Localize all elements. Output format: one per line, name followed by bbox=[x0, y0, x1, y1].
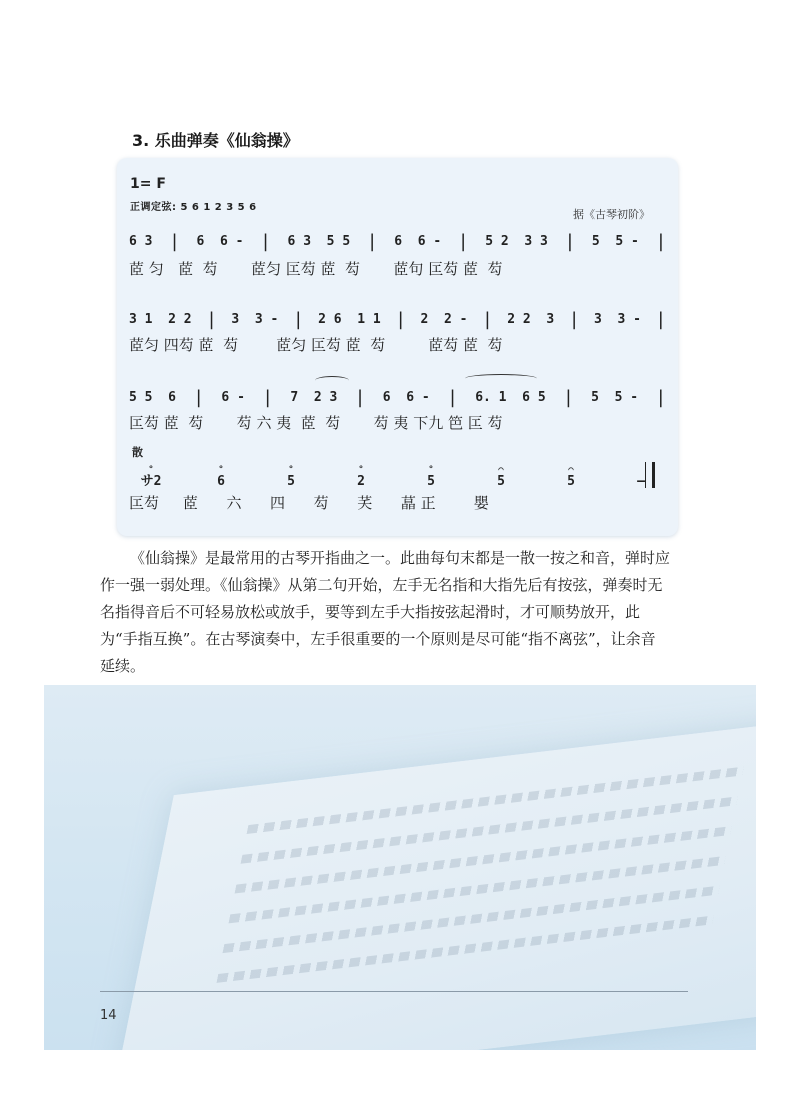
page-number: 14 bbox=[100, 1008, 117, 1023]
barline: | bbox=[657, 386, 664, 408]
score-source: 据《古琴初阶》 bbox=[573, 208, 650, 221]
tablature-line-2: 茝匀 四芶 茝 芶 茝匀 匞芶 茝 芶 茝芶 茝 芶 bbox=[129, 336, 503, 354]
note-group: 3 3 - bbox=[593, 311, 641, 327]
notation-line-4 bbox=[131, 463, 661, 487]
decorative-image bbox=[44, 685, 756, 1050]
note-group: 6 - bbox=[221, 389, 245, 405]
note-group: 7 2 3 bbox=[290, 389, 338, 405]
tablature-line-3: 匞芶 茝 芶 芶 六 夷 茝 芶 芶 夷 下九 笆 匞 芶 bbox=[129, 414, 503, 432]
note-group: 3 1 2 2 bbox=[129, 311, 192, 327]
note: ⌒5 bbox=[497, 465, 505, 489]
barline: | bbox=[264, 386, 271, 408]
paragraph-text: 《仙翁操》是最常用的古琴开指曲之一。此曲每句末都是一散一按之和音，弹时应作一强一弱处理。《仙翁操》从第二句开始，左手无名指和大指先后有按弦，弹奏时无名指得音后不可轻易放松或放手，要等到左手大指按弦起滑时，才可顺势放开，此为“手指互换”。在古琴演奏中，左手很重要的一个原则是尽可能“指不离弦”，让余音延续。 bbox=[100, 549, 671, 675]
section-title: 3. 乐曲弹奏《仙翁操》 bbox=[132, 131, 299, 150]
note: °サ2 bbox=[140, 465, 162, 489]
barline: | bbox=[295, 308, 302, 330]
note: ⌒5 bbox=[567, 465, 575, 489]
note-group: 2 6 1 1 bbox=[318, 311, 381, 327]
note-group: 6 3 bbox=[129, 233, 153, 249]
note-group: 2 2 - bbox=[420, 311, 468, 327]
final-barline bbox=[645, 462, 655, 488]
notation-line-2 bbox=[129, 306, 664, 332]
tablature-line-1: 茝 匀 茝 芶 茝匀 匞芶 茝 芶 茝句 匞芶 茝 芶 bbox=[129, 260, 503, 278]
barline: | bbox=[195, 386, 202, 408]
note-group: 5 5 6 bbox=[129, 389, 176, 405]
notation-line-3 bbox=[129, 384, 664, 410]
barline: | bbox=[262, 230, 269, 252]
barline: | bbox=[566, 230, 573, 252]
barline: | bbox=[397, 308, 404, 330]
barline: | bbox=[460, 230, 467, 252]
barline: | bbox=[357, 386, 364, 408]
notation-line-1 bbox=[129, 228, 664, 254]
barline: | bbox=[571, 308, 578, 330]
note-group: 6. 1 6 5 bbox=[475, 389, 546, 405]
barline: | bbox=[369, 230, 376, 252]
note-group: 6 6 - bbox=[196, 233, 244, 249]
note-group: 6 3 5 5 bbox=[287, 233, 351, 249]
note: °5 bbox=[287, 465, 295, 489]
tablature-line-4: 匞芶 茝 六 四 芶 芺 蕌 正 嬰 bbox=[129, 494, 489, 512]
free-rhythm-label: 散 bbox=[132, 446, 143, 459]
barline: | bbox=[449, 386, 456, 408]
barline: | bbox=[565, 386, 572, 408]
body-paragraph bbox=[100, 545, 670, 680]
barline: | bbox=[171, 230, 178, 252]
note: °2 bbox=[357, 465, 365, 489]
note-group: 5 5 - bbox=[591, 233, 639, 249]
note: – bbox=[637, 474, 645, 489]
slur-mark bbox=[465, 374, 537, 383]
music-score bbox=[117, 158, 678, 536]
note-group: 2 2 3 bbox=[507, 311, 555, 327]
note: °6 bbox=[217, 465, 225, 489]
tuning-note: 正调定弦: 5 6 1 2 3 5 6 bbox=[130, 202, 257, 213]
barline: | bbox=[484, 308, 491, 330]
note-group: 6 6 - bbox=[394, 233, 442, 249]
note-group: 5 5 - bbox=[591, 389, 639, 405]
note-group: 6 6 - bbox=[382, 389, 430, 405]
barline: | bbox=[657, 308, 664, 330]
key-signature: 1= F bbox=[130, 176, 166, 192]
barline: | bbox=[657, 230, 664, 252]
note: °5 bbox=[427, 465, 435, 489]
barline: | bbox=[208, 308, 215, 330]
faded-page-illustration bbox=[114, 717, 756, 1050]
note-group: 5 2 3 3 bbox=[485, 233, 548, 249]
note-group: 3 3 - bbox=[231, 311, 279, 327]
footer-divider bbox=[100, 991, 688, 992]
